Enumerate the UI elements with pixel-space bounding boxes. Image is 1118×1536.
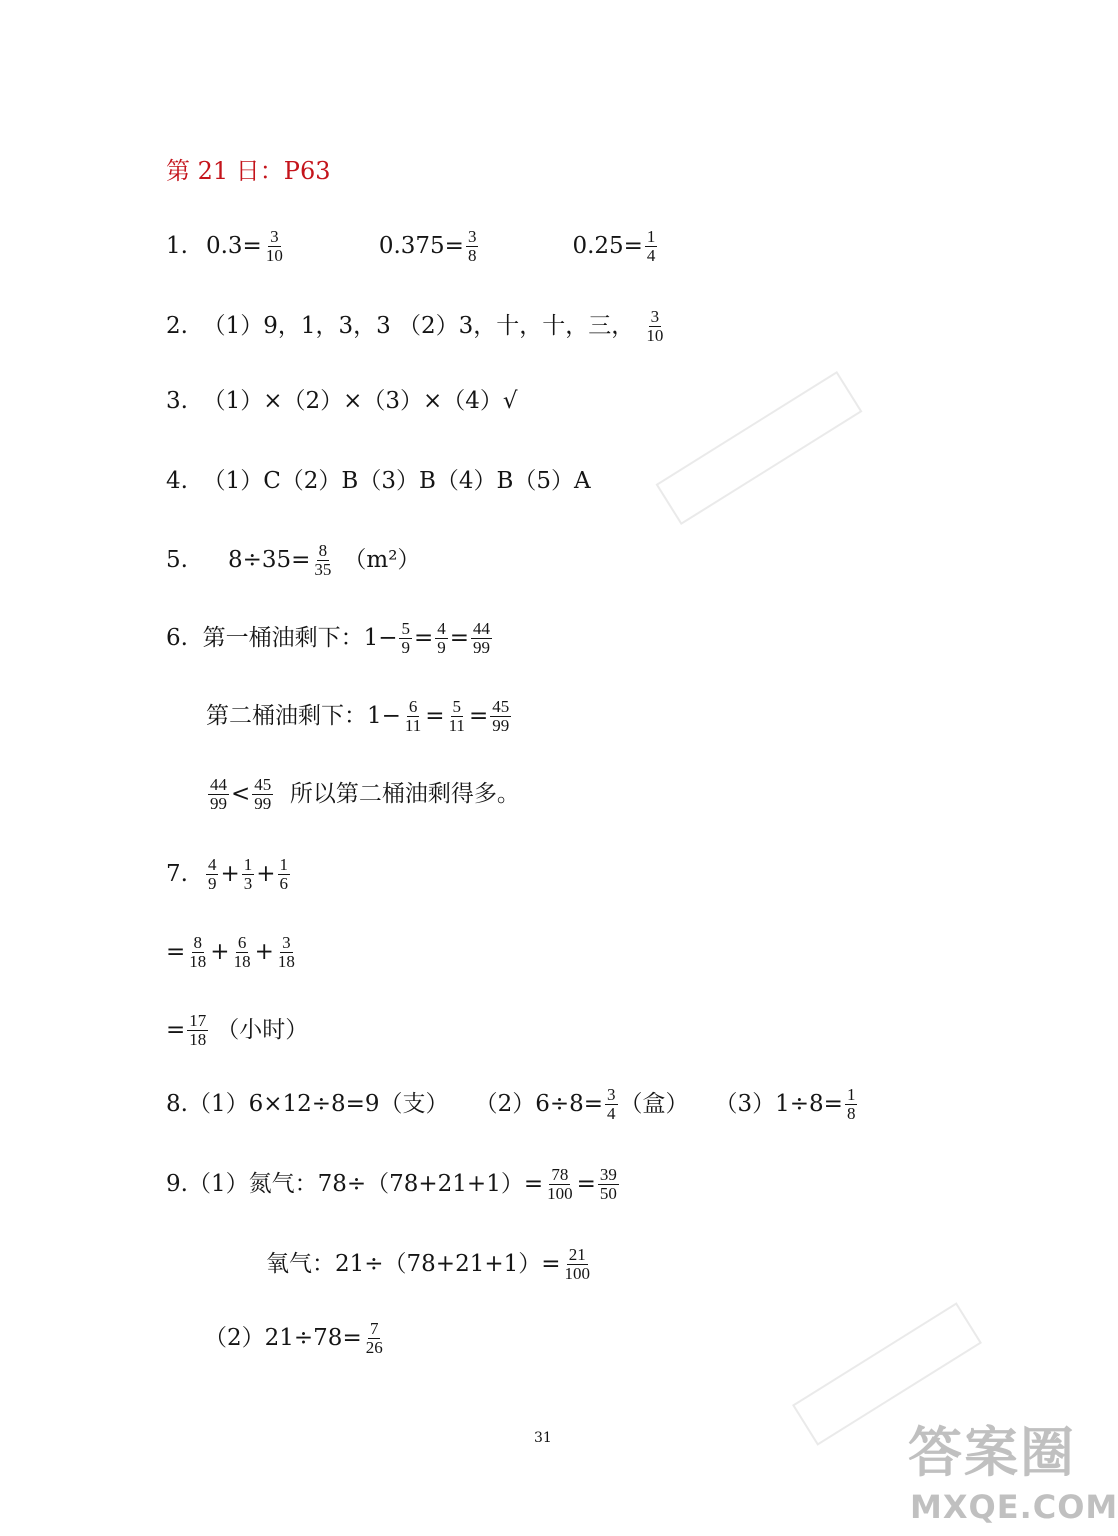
fraction: $\frac{45}{99}$ xyxy=(492,697,510,736)
page-number: 31 xyxy=(534,1430,552,1446)
answer-7-line-3: = $\frac{17}{18}$ （小时） xyxy=(166,1011,309,1050)
fraction: $\frac{3}{8}$ xyxy=(467,227,477,266)
fraction: $\frac{39}{50}$ xyxy=(599,1165,617,1204)
fraction: $\frac{3}{4}$ xyxy=(607,1085,616,1124)
site-logo: 答案圈 MXQE.COM xyxy=(908,1421,1118,1526)
fraction: $\frac{4}{9}$ xyxy=(437,619,446,658)
answer-9-line-3: （2）21÷78= $\frac{7}{26}$ xyxy=(204,1319,383,1358)
answer-7-line-1: 7. $\frac{4}{9}$ + $\frac{1}{3}$ + $\frac{1}{6}$ xyxy=(166,855,289,894)
answer-4: 4. （1）C（2）B（3）B（4）B（5）A xyxy=(166,468,591,494)
answer-6-line-2: 第二桶油剩下：1− $\frac{6}{11}$ = $\frac{5}{11}$ = $\frac{45}{99}$ xyxy=(206,697,510,736)
fraction: $\frac{7}{26}$ xyxy=(365,1319,383,1358)
fraction: $\frac{1}{8}$ xyxy=(846,1085,856,1124)
fraction: $\frac{45}{99}$ xyxy=(254,775,272,814)
fraction: $\frac{5}{11}$ xyxy=(448,697,465,736)
fraction: $\frac{6}{11}$ xyxy=(404,697,422,736)
day-title: 第 21 日：P63 xyxy=(166,157,331,185)
fraction: $\frac{1}{6}$ xyxy=(279,855,289,894)
fraction: $\frac{3}{10}$ xyxy=(265,227,283,266)
fraction: $\frac{4}{9}$ xyxy=(207,855,217,894)
answer-6-line-1: 6. 第一桶油剩下：1− $\frac{5}{9}$ = $\frac{4}{9}$ = $\frac{44}{99}$ xyxy=(166,619,491,658)
fraction: $\frac{8}{18}$ xyxy=(189,933,207,972)
fraction: $\frac{3}{10}$ xyxy=(646,307,664,346)
fraction: $\frac{44}{99}$ xyxy=(210,775,227,814)
question-number: 5. xyxy=(166,547,188,574)
answer-6-line-3: $\frac{44}{99}$ < $\frac{45}{99}$ 所以第二桶油剩得多。 xyxy=(210,775,520,814)
fraction: $\frac{1}{3}$ xyxy=(243,855,253,894)
fraction: $\frac{44}{99}$ xyxy=(473,619,491,658)
answer-7-line-2: = $\frac{8}{18}$ + $\frac{6}{18}$ + $\frac{3}{18}$ xyxy=(166,933,295,972)
answer-9-line-2: 氧气：21÷（78+21+1）= $\frac{21}{100}$ xyxy=(266,1245,591,1284)
question-number: 7. xyxy=(166,861,188,888)
answer-2: 2. （1）9，1，3，3 （2）3，十，十，三， $\frac{3}{10}$ xyxy=(166,307,664,346)
answer-5: 5. 8÷35= $\frac{8}{35}$ （m²） xyxy=(166,541,421,580)
fraction: $\frac{3}{18}$ xyxy=(277,933,295,972)
answer-8: 8.（1）6×12÷8=9（支） （2）6÷8= $\frac{3}{4}$ （盒） （3）1÷8= $\frac{1}{8}$ xyxy=(166,1085,856,1124)
fraction: $\frac{6}{18}$ xyxy=(233,933,251,972)
answer-3: 3. （1）×（2）×（3）×（4）√ xyxy=(166,388,518,414)
fraction: $\frac{1}{4}$ xyxy=(646,227,656,266)
fraction: $\frac{78}{100}$ xyxy=(547,1165,573,1204)
question-number: 1. xyxy=(166,233,188,260)
fraction: $\frac{21}{100}$ xyxy=(564,1245,591,1284)
answer-9-line-1: 9.（1）氮气：78÷（78+21+1）= $\frac{78}{100}$ = $\frac{39}{50}$ xyxy=(166,1165,617,1204)
answer-1: 1. 0.3= $\frac{3}{10}$ 0.375= $\frac{3}{8}$ 0.25= $\frac{1}{4}$ xyxy=(166,227,656,266)
fraction: $\frac{8}{35}$ xyxy=(314,541,332,580)
fraction: $\frac{17}{18}$ xyxy=(189,1011,207,1050)
watermark xyxy=(656,371,863,525)
fraction: $\frac{5}{9}$ xyxy=(401,619,410,658)
